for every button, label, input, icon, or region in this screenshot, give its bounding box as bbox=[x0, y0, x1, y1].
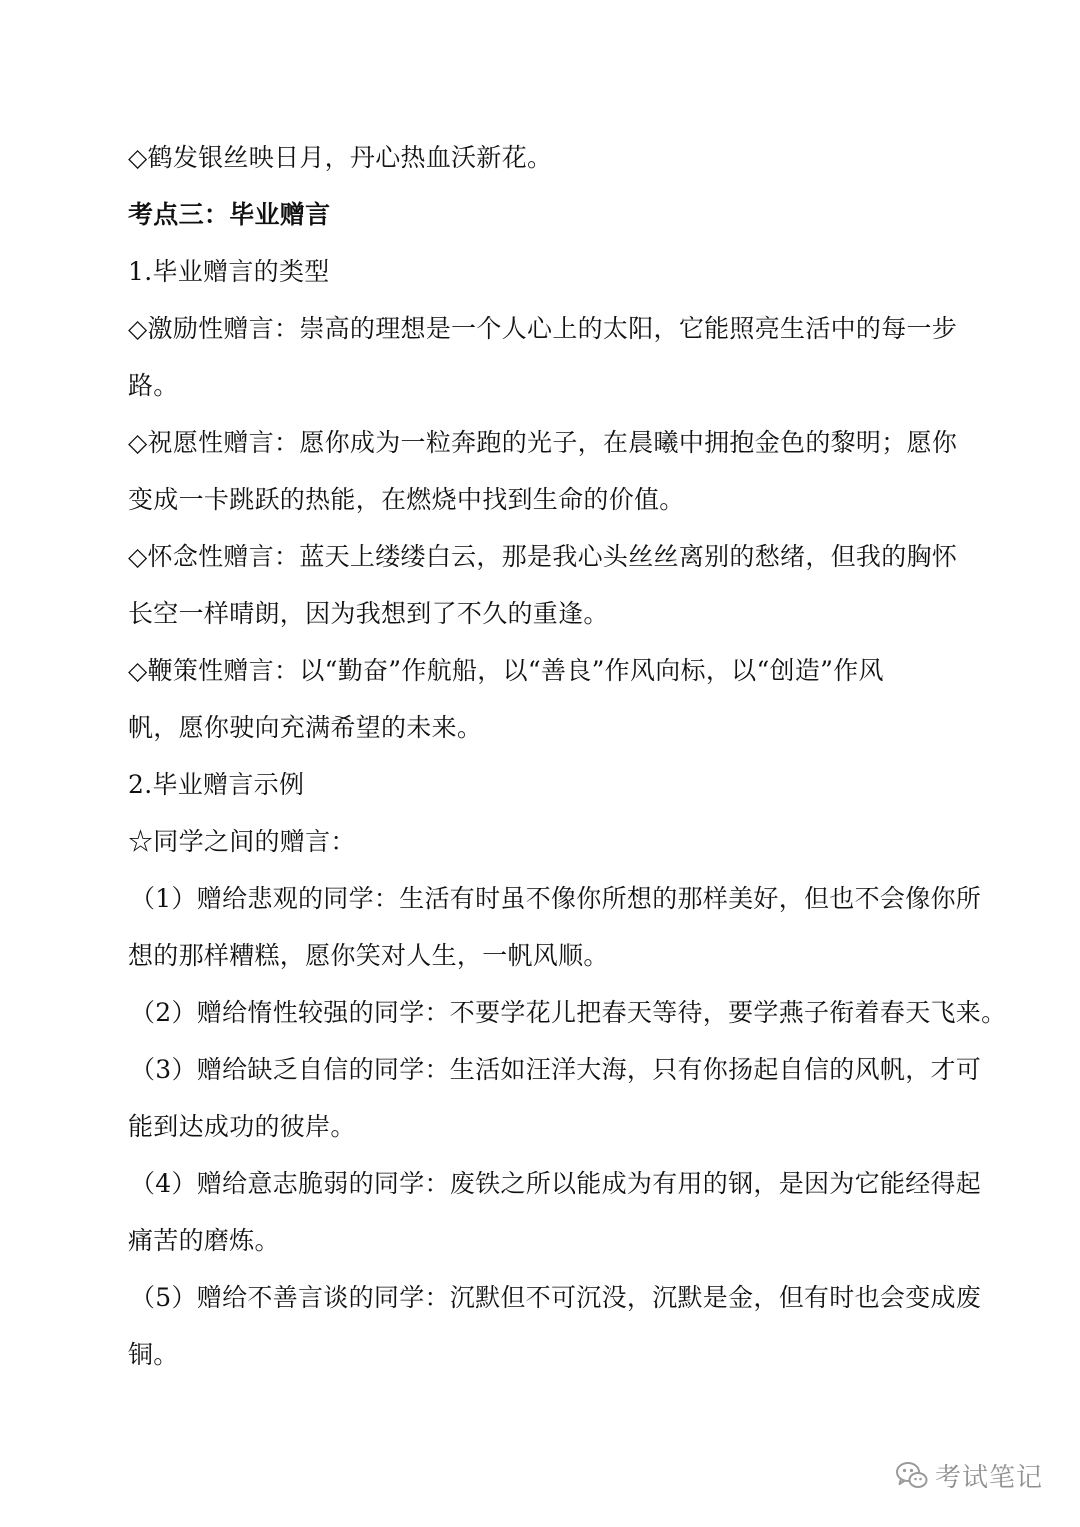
text-line-wishing-cont: 变成一卡跳跃的热能，在燃烧中找到生命的价值。 bbox=[128, 485, 685, 514]
text-line-motivational-cont: 路。 bbox=[128, 371, 179, 400]
text-line-motivational: ◇激励性赠言：崇高的理想是一个人心上的太阳，它能照亮生活中的每一步 bbox=[128, 314, 958, 343]
list-item-1: （1）赠给悲观的同学：生活有时虽不像你所想的那样美好，但也不会像你所 bbox=[130, 884, 982, 913]
text-line-couplet: ◇鹤发银丝映日月，丹心热血沃新花。 bbox=[128, 143, 553, 172]
wechat-icon bbox=[895, 1458, 929, 1492]
text-line-nostalgic-cont: 长空一样晴朗，因为我想到了不久的重逢。 bbox=[128, 599, 609, 628]
list-item-3: （3）赠给缺乏自信的同学：生活如汪洋大海，只有你扬起自信的风帆，才可 bbox=[130, 1055, 982, 1084]
text-line-encouraging: ◇鞭策性赠言：以“勤奋”作航船，以“善良”作风向标，以“创造”作风 bbox=[128, 656, 884, 685]
section-heading: 考点三：毕业赠言 bbox=[128, 200, 331, 229]
list-item-5-cont: 铜。 bbox=[128, 1340, 179, 1369]
list-item-5: （5）赠给不善言谈的同学：沉默但不可沉没，沉默是金，但有时也会变成废 bbox=[130, 1283, 982, 1312]
subheading-types: 1.毕业赠言的类型 bbox=[128, 257, 330, 286]
text-line-wishing: ◇祝愿性赠言：愿你成为一粒奔跑的光子，在晨曦中拥抱金色的黎明；愿你 bbox=[128, 428, 958, 457]
watermark bbox=[895, 1455, 1043, 1495]
subheading-examples: 2.毕业赠言示例 bbox=[128, 770, 305, 799]
list-item-2: （2）赠给惰性较强的同学：不要学花儿把春天等待，要学燕子衔着春天飞来。 bbox=[130, 998, 1007, 1027]
list-item-4-cont: 痛苦的磨炼。 bbox=[128, 1226, 280, 1255]
list-item-1-cont: 想的那样糟糕，愿你笑对人生，一帆风顺。 bbox=[128, 941, 609, 970]
text-line-encouraging-cont: 帆，愿你驶向充满希望的未来。 bbox=[128, 713, 483, 742]
list-item-3-cont: 能到达成功的彼岸。 bbox=[128, 1112, 356, 1141]
watermark-text: 考试笔记 bbox=[935, 1462, 1044, 1493]
text-line-nostalgic: ◇怀念性赠言：蓝天上缕缕白云，那是我心头丝丝离别的愁绪，但我的胸怀 bbox=[128, 542, 958, 571]
list-item-4: （4）赠给意志脆弱的同学：废铁之所以能成为有用的钢，是因为它能经得起 bbox=[130, 1169, 982, 1198]
text-line-classmates: ☆同学之间的赠言： bbox=[128, 827, 356, 856]
